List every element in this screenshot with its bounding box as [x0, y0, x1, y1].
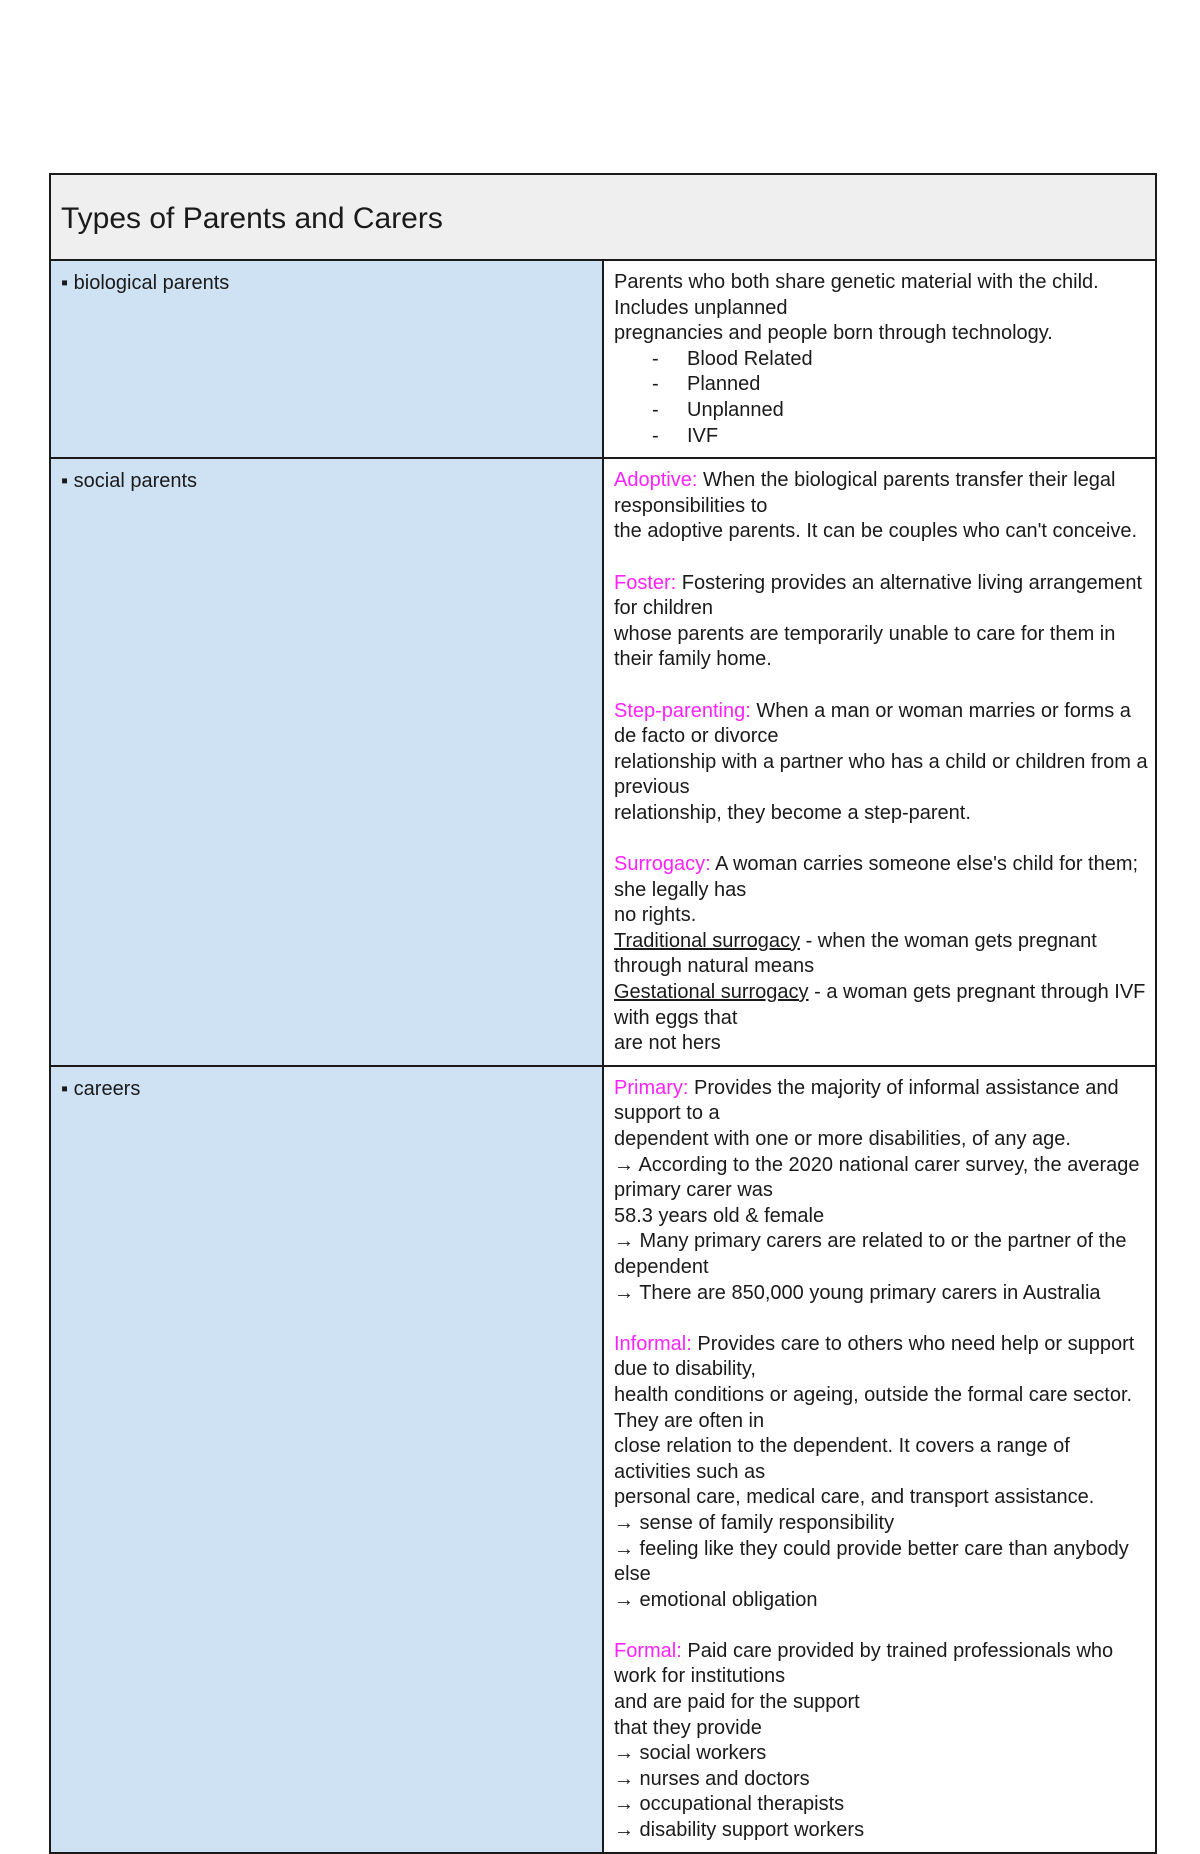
text-span: social workers [634, 1742, 767, 1765]
text-line: the adoptive parents. It can be couples who can't conceive. [614, 520, 1138, 543]
arrow-item [614, 1818, 1149, 1844]
spacer [614, 673, 1149, 699]
row-label [51, 261, 602, 296]
row-label-cell [50, 260, 603, 458]
arrow-icon: → [614, 1742, 634, 1765]
text-line [614, 980, 1149, 1031]
arrow-item [614, 1588, 1149, 1614]
row-content-cell [603, 1066, 1156, 1853]
list-item-text: Planned [687, 373, 761, 396]
text-line [614, 929, 1149, 980]
text-span: Fostering provides an alternative living arrangement for children [614, 571, 1143, 620]
bullet-icon: ▪ [61, 272, 69, 294]
arrow-icon: → [614, 1537, 634, 1560]
arrow-icon: → [614, 1588, 634, 1611]
text-span: disability support workers [634, 1819, 865, 1842]
row-label-cell [50, 1066, 603, 1853]
table-title: Types of Parents and Carers [61, 202, 443, 235]
bullet-icon: ▪ [61, 470, 69, 493]
arrow-icon: → [614, 1511, 634, 1534]
title-cell [50, 174, 1156, 260]
title-row [50, 174, 1156, 260]
table-row [50, 260, 1156, 458]
text-span: Provides care to others who need help or support due to disability, [614, 1332, 1135, 1381]
text-line: no rights. [614, 904, 697, 927]
text-span: - when the woman gets pregnant through natural means [614, 929, 1097, 978]
text-line: close relation to the dependent. It covers a range of activities such as [614, 1435, 1070, 1483]
text-line: personal care, medical care, and transport assistance. [614, 1486, 1095, 1509]
text-span: According to the 2020 national carer survey, the average primary carer was [614, 1153, 1140, 1202]
list-item-text: Blood Related [687, 347, 813, 370]
arrow-icon: → [614, 1793, 634, 1816]
text-span: A woman carries someone else's child for them; she legally has [614, 853, 1139, 901]
text-line [614, 571, 1149, 622]
term-primary: Primary: [614, 1076, 689, 1099]
label-text: biological parents [73, 272, 230, 294]
parents-carers-table [49, 173, 1157, 1854]
row-label [51, 1067, 602, 1102]
text-span: sense of family responsibility [634, 1511, 895, 1534]
spacer [614, 1613, 1149, 1639]
term-adoptive: Adoptive: [614, 469, 698, 492]
text-span: - a woman gets pregnant through IVF with eggs that [614, 981, 1146, 1029]
list-item: - Blood Related [652, 347, 813, 370]
term-surrogacy: Surrogacy: [614, 853, 711, 876]
row-label [51, 459, 602, 494]
term-gestational-surrogacy: Gestational surrogacy [614, 981, 809, 1004]
text-span: nurses and doctors [634, 1767, 810, 1790]
text-span: There are 850,000 young primary carers in Australia [634, 1281, 1101, 1304]
text-line: health conditions or ageing, outside the formal care sector. They are often in [614, 1383, 1133, 1432]
text-line [614, 1332, 1149, 1383]
text-line [614, 1639, 1149, 1690]
arrow-icon: → [614, 1767, 634, 1790]
label-text: careers [73, 1077, 141, 1100]
row-label-cell [50, 458, 603, 1066]
spacer [614, 1306, 1149, 1332]
arrow-icon: → [614, 1153, 634, 1176]
text-line [614, 1076, 1149, 1127]
label-text: social parents [73, 470, 198, 493]
text-line: pregnancies and people born through technology. [614, 322, 1053, 345]
arrow-item [614, 1767, 1149, 1793]
list-item-text: IVF [687, 424, 719, 447]
arrow-icon: → [614, 1819, 634, 1842]
arrow-icon: → [614, 1281, 634, 1304]
arrow-item [614, 1281, 1149, 1307]
text-span: emotional obligation [634, 1588, 818, 1611]
row-content-cell [603, 458, 1156, 1066]
list-item: - IVF [652, 424, 719, 447]
arrow-item [614, 1792, 1149, 1818]
text-span: When the biological parents transfer their legal responsibilities to [614, 469, 1116, 517]
row-content-cell [603, 260, 1156, 458]
bullet-icon: ▪ [61, 1077, 69, 1100]
text-line [614, 699, 1149, 750]
text-line: Parents who both share genetic material with the child. Includes unplanned [614, 271, 1099, 319]
text-line: 58.3 years old & female [614, 1204, 825, 1227]
arrow-item [614, 1537, 1149, 1588]
text-line: whose parents are temporarily unable to care for them in their family home. [614, 622, 1116, 671]
arrow-item [614, 1229, 1149, 1280]
table-row [50, 1066, 1156, 1853]
arrow-item [614, 1741, 1149, 1767]
term-formal: Formal: [614, 1639, 682, 1662]
text-line: that they provide [614, 1716, 762, 1739]
list-item: - Unplanned [652, 398, 784, 421]
spacer [614, 826, 1149, 852]
text-line: relationship, they become a step-parent. [614, 801, 971, 824]
text-line [614, 468, 1149, 519]
arrow-item [614, 1153, 1149, 1204]
term-foster: Foster: [614, 571, 677, 594]
text-line: and are paid for the support [614, 1691, 860, 1714]
text-line: relationship with a partner who has a child or children from a previous [614, 750, 1148, 799]
text-span: occupational therapists [634, 1793, 845, 1816]
spacer [614, 545, 1149, 571]
text-span: Many primary carers are related to or the partner of the dependent [614, 1230, 1127, 1278]
term-informal: Informal: [614, 1332, 692, 1355]
text-line: are not hers [614, 1032, 721, 1055]
text-line: dependent with one or more disabilities, of any age. [614, 1128, 1071, 1150]
arrow-icon: → [614, 1230, 634, 1253]
text-span: When a man or woman marries or forms a de facto or divorce [614, 699, 1131, 748]
arrow-item [614, 1511, 1149, 1537]
list-item: - Planned [652, 373, 761, 396]
text-span: feeling like they could provide better care than anybody else [614, 1537, 1129, 1586]
list-item-text: Unplanned [687, 398, 784, 421]
text-span: Paid care provided by trained professionals who work for institutions [614, 1639, 1114, 1688]
text-span: Provides the majority of informal assistance and support to a [614, 1076, 1119, 1125]
term-traditional-surrogacy: Traditional surrogacy [614, 929, 801, 952]
table-row [50, 458, 1156, 1066]
term-step-parenting: Step-parenting: [614, 699, 751, 722]
text-line [614, 852, 1149, 903]
